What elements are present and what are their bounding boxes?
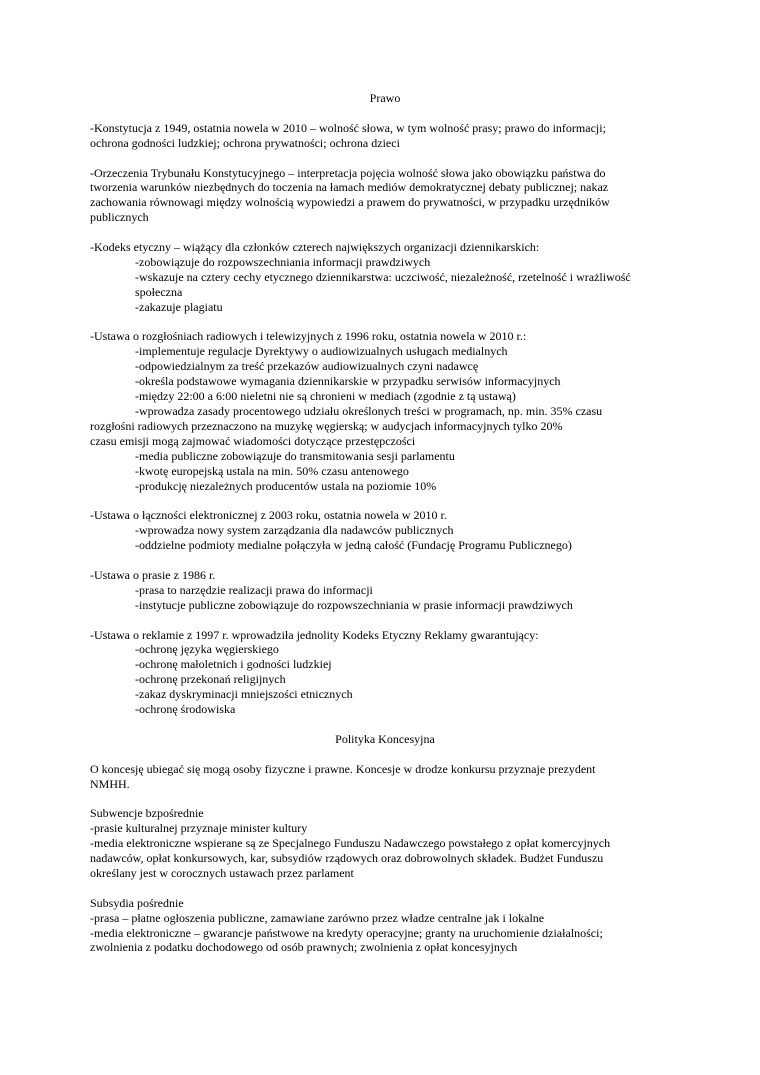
text-line: zachowania równowagi między wolnością wypowiedzi a prawem do prywatności, w przypadku urzędników: [90, 195, 610, 210]
list-item-continuation: zwolnienia z podatku dochodowego od osób prawnych; zwolnienia z opłat koncesyjnych: [90, 940, 518, 955]
list-item: -wprowadza nowy system zarządzania dla nadawców publicznych: [135, 523, 454, 538]
list-item: -instytucje publiczne zobowiązuje do rozpowszechniania w prasie informacji prawdziwych: [135, 597, 573, 612]
list-item: -ochronę przekonań religijnych: [135, 672, 286, 687]
list-item: -media publiczne zobowiązuje do transmitowania sesji parlamentu: [135, 448, 455, 463]
list-item-continuation: czasu emisji mogą zajmować wiadomości dotyczące przestępczości: [90, 433, 416, 448]
list-item: -kwotę europejską ustala na min. 50% czasu antenowego: [135, 463, 409, 478]
section-ustawa-reklama: [90, 628, 680, 717]
text-line: publicznych: [90, 210, 149, 225]
list-item: -produkcję niezależnych producentów ustala na poziomie 10%: [135, 478, 437, 493]
section-heading: Subwencje bzpośrednie: [90, 806, 204, 821]
list-item: -odpowiedzialnym za treść przekazów audiowizualnych czyni nadawcę: [135, 359, 479, 374]
paragraph-konstytucja: [90, 121, 680, 151]
list-item-continuation: rozgłośni radiowych przeznaczono na muzykę węgierską; w audycjach informacyjnych tylko 20%: [90, 418, 563, 433]
section-heading: -Ustawa o prasie z 1986 r.: [90, 567, 216, 582]
list-item: -prasa to narzędzie realizacji prawa do informacji: [135, 582, 373, 597]
list-item: -ochronę środowiska: [135, 702, 236, 717]
section-heading: -Ustawa o reklamie z 1997 r. wprowadziła jednolity Kodeks Etyczny Reklamy gwarantujący:: [90, 627, 539, 642]
section-kodeks-etyczny: [90, 240, 680, 315]
list-item: -media elektroniczne – gwarancje państwowe na kredyty operacyjne; granty na uruchomienie działalności;: [90, 925, 603, 940]
text-line: O koncesję ubiegać się mogą osoby fizyczne i prawne. Koncesje w drodze konkursu przyznaje prezydent: [90, 761, 596, 776]
section-heading: Subsydia pośrednie: [90, 895, 184, 910]
list-item: -prasie kulturalnej przyznaje minister kultury: [90, 821, 308, 836]
section-ustawa-prasa: [90, 568, 680, 613]
list-item: -między 22:00 a 6:00 nieletni nie są chronieni w mediach (zgodnie z tą ustawą): [135, 389, 516, 404]
section-heading: -Kodeks etyczny – wiążący dla członków czterech największych organizacji dziennikarskich:: [90, 240, 540, 255]
text-line: NMHH.: [90, 776, 130, 791]
heading-prawo: Prawo: [369, 91, 401, 105]
list-item: -wprowadza zasady procentowego udziału określonych treści w programach, np. min. 35% czasu: [135, 403, 603, 418]
text-line: ochrona godności ludzkiej; ochrona prywatności; ochrona dzieci: [90, 135, 400, 150]
section-heading: -Ustawa o łączności elektronicznej z 2003 roku, ostatnia nowela w 2010 r.: [90, 508, 447, 523]
list-item: -określa podstawowe wymagania dziennikarskie w przypadku serwisów informacyjnych: [135, 374, 561, 389]
paragraph-trybunal: [90, 166, 680, 226]
section-subwencje: [90, 806, 680, 881]
list-item: -oddzielne podmioty medialne połączyła w jedną całość (Fundację Programu Publicznego): [135, 538, 572, 553]
paragraph-koncesja: [90, 762, 680, 792]
list-item: -zakaz dyskryminacji mniejszości etnicznych: [135, 687, 353, 702]
list-item: -zakazuje plagiatu: [135, 299, 223, 314]
text-line: -Konstytucja z 1949, ostatnia nowela w 2010 – wolność słowa, w tym wolność prasy; prawo do informacji;: [90, 120, 606, 135]
section-ustawa-lacznosc: [90, 508, 680, 553]
list-item: -prasa – płatne ogłoszenia publiczne, zamawiane zarówno przez władze centralne jak i lokalne: [90, 910, 545, 925]
section-ustawa-rozglosnie: [90, 329, 680, 493]
document-body: [90, 91, 680, 955]
section-subsydia: [90, 896, 680, 956]
text-line: -Orzeczenia Trybunału Konstytucyjnego – interpretacja pojęcia wolność słowa jako obowiązku państwa do: [90, 165, 606, 180]
list-item: -media elektroniczne wspierane są ze Specjalnego Funduszu Nadawczego powstałego z opłat komercyjnych: [90, 836, 611, 851]
list-item: społeczna: [135, 284, 183, 299]
list-item: -ochronę małoletnich i godności ludzkiej: [135, 657, 332, 672]
list-item: -ochronę języka węgierskiego: [135, 642, 279, 657]
heading-polityka-koncesyjna: Polityka Koncesyjna: [335, 731, 435, 746]
list-item: -zobowiązuje do rozpowszechniania informacji prawdziwych: [135, 254, 431, 269]
section-heading: -Ustawa o rozgłośniach radiowych i telewizyjnych z 1996 roku, ostatnia nowela w 2010 r.:: [90, 329, 527, 344]
list-item: -implementuje regulacje Dyrektywy o audiowizualnych usługach medialnych: [135, 344, 508, 359]
text-line: tworzenia warunków niezbędnych do toczenia na łamach mediów demokratycznej debaty publicznej; nakaz: [90, 180, 609, 195]
list-item: -wskazuje na cztery cechy etycznego dziennikarstwa: uczciwość, niezależność, rzetelność i wrażliwość: [135, 269, 631, 284]
list-item-continuation: nadawców, opłat konkursowych, kar, subsydiów rządowych oraz dobrowolnych składek. Budżet Funduszu: [90, 851, 604, 866]
list-item-continuation: określany jest w corocznych ustawach przez parlament: [90, 865, 354, 880]
